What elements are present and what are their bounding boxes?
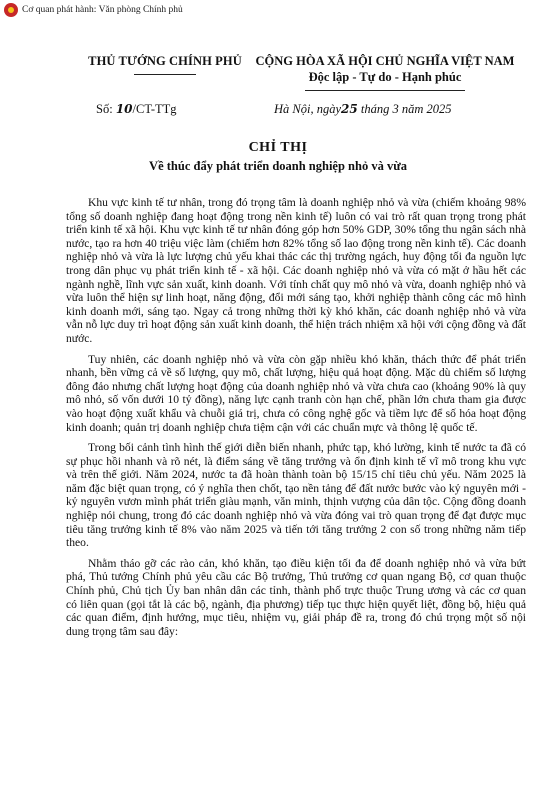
national-title: CỘNG HÒA XÃ HỘI CHỦ NGHĨA VIỆT NAM	[255, 54, 515, 68]
doc-number-prefix: Số:	[96, 102, 113, 116]
document-body	[66, 196, 526, 645]
national-motto: Độc lập - Tự do - Hạnh phúc	[308, 70, 462, 84]
date-day-handwritten: 25	[341, 102, 358, 116]
issuer-text: Cơ quan phát hành: Văn phòng Chính phủ	[22, 5, 183, 15]
document-date	[274, 102, 451, 117]
document-title: CHỈ THỊ	[248, 140, 308, 155]
doc-number-handwritten: 10	[115, 102, 133, 116]
motto-underline	[305, 90, 465, 91]
date-suffix: tháng 3 năm 2025	[360, 102, 452, 116]
body-paragraph: Tuy nhiên, các doanh nghiệp nhỏ và vừa còn gặp nhiều khó khăn, thách thức để phát triển nhanh, bền vững cả về số lượng, quy mô, chất lượng, hiệu quả hoạt động. Mặc dù chiếm số lượng đông đảo nhưng chất lượng hoạt động của doanh nghiệp nhỏ và vừa chưa cao (khoảng 90% là quy mô nhỏ, số vốn dưới 10 tỷ đồng), năng lực cạnh tranh còn hạn chế, phần lớn chưa tham gia được vào hoạt động xuất khẩu và chuỗi giá trị, chưa có công nghệ gốc và tiềm lực để số hóa hoạt động kinh doanh; quản trị doanh nghiệp chưa tiệm cận với các chuẩn mực và thông lệ quốc tế.	[66, 352, 526, 434]
document-number	[96, 102, 177, 117]
issuer-banner	[4, 3, 183, 17]
date-prefix: Hà Nội, ngày	[274, 102, 342, 116]
organization-name: THỦ TƯỚNG CHÍNH PHỦ	[88, 54, 242, 68]
document-subtitle: Về thúc đẩy phát triển doanh nghiệp nhỏ và vừa	[149, 159, 407, 173]
organization-underline	[134, 74, 196, 75]
body-paragraph: Nhằm tháo gỡ các rào cản, khó khăn, tạo điều kiện tối đa để doanh nghiệp nhỏ và vừa bứt phá, Thủ tướng Chính phủ yêu cầu các Bộ trưởng, Thủ trưởng cơ quan ngang Bộ, cơ quan thuộc Chính phủ, Chủ tịch Ủy ban nhân dân các tỉnh, thành phố trực thuộc Trung ương và các cơ quan có liên quan (gọi tắt là các bộ, ngành, địa phương) tiếp tục thực hiện quyết liệt, đồng bộ, hiệu quả các quan điểm, định hướng, mục tiêu, nhiệm vụ, giải pháp đề ra, trong đó chú trọng một số nội dung trọng tâm sau đây:	[66, 556, 526, 638]
national-emblem-icon	[4, 3, 18, 17]
body-paragraph: Khu vực kinh tế tư nhân, trong đó trọng tâm là doanh nghiệp nhỏ và vừa (chiếm khoảng 98% tổng số doanh nghiệp đang hoạt động trong nền kinh tế) luôn có vai trò rất quan trọng trong phát triển kinh tế xã hội. Khu vực kinh tế tư nhân đóng góp hơn 50% GDP, 30% tổng thu ngân sách nhà nước, tạo ra hơn 40 triệu việc làm (chiếm hơn 82% tổng số lao động trong nền kinh tế). Các doanh nghiệp nhỏ và vừa là lực lượng chủ yếu khai thác các thị trường ngách, huy động tối đa nguồn lực trong dân phục vụ phát triển kinh tế - xã hội. Các doanh nghiệp nhỏ và vừa có mặt ở hầu hết các ngành nghề, lĩnh vực sản xuất, kinh doanh. Với tính chất quy mô nhỏ và vừa, doanh nghiệp nhỏ và vừa luôn thể hiện sự linh hoạt, năng động, đổi mới sáng tạo, khởi nghiệp thành công các mô hình kinh doanh mới, sáng tạo. Ngay cả trong những thời kỳ khó khăn, các doanh nghiệp nhỏ và vừa vẫn nỗ lực duy trì hoạt động sản xuất kinh doanh, thể hiện trách nhiệm xã hội với cộng đồng và đất nước.	[66, 196, 526, 345]
doc-number-suffix: /CT-TTg	[132, 102, 177, 116]
body-paragraph: Trong bối cảnh tình hình thế giới diễn biến nhanh, phức tạp, khó lường, kinh tế nước ta đã có sự phục hồi nhanh và rõ nét, là điểm sáng về tăng trưởng và ổn định kinh tế vĩ mô trong khu vực và trên thế giới. Năm 2024, nước ta đã hoàn thành toàn bộ 15/15 chỉ tiêu chủ yếu. Năm 2025 là năm đặc biệt quan trọng, có ý nghĩa then chốt, tạo nền tảng để đất nước bước vào kỷ nguyên mới - kỷ nguyên vươn mình phát triển giàu mạnh, văn minh, thịnh vượng của dân tộc. Cộng đồng doanh nghiệp nói chung, trong đó các doanh nghiệp nhỏ và vừa đóng vai trò quan trọng để đạt được mục tiêu tăng trưởng kinh tế 8% vào năm 2025 và tiến tới tăng trưởng 2 con số trong những năm tiếp theo.	[66, 441, 526, 550]
header-organization-block	[60, 54, 270, 75]
header-national-block	[240, 54, 530, 91]
